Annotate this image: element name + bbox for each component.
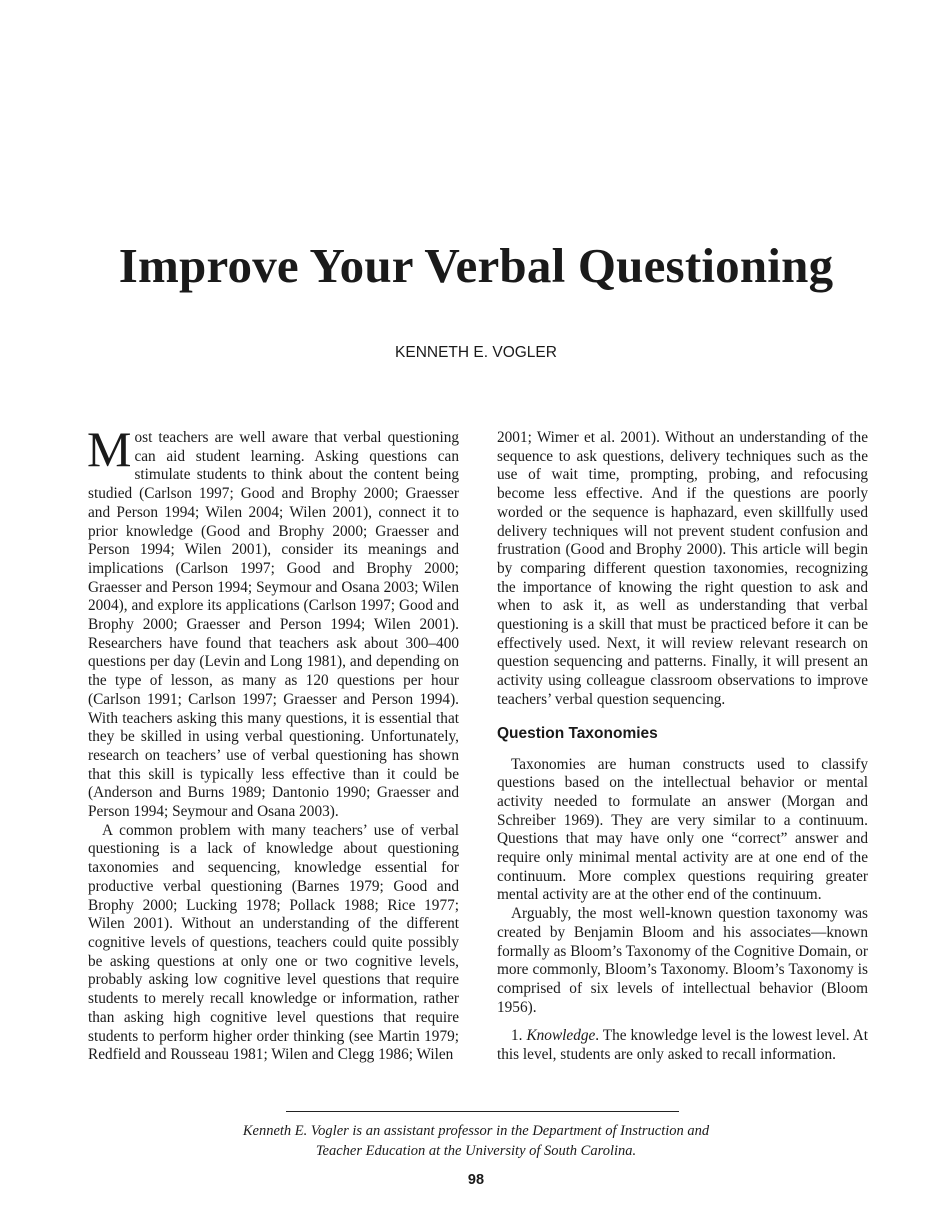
intro-paragraph-text: ost teachers are well aware that verbal questioning can aid student learning. Asking questions can stimulate students to think about the content being studied (Carlson 1997; Good and Brophy 2000; Graesser and Person 1994; Wilen 2004; Wilen 2001), connect it to prior knowledge (Good and Brophy 2000; Graesser and Person 1994; Wilen 2001), consider its meanings and implications (Carlson 1997; Good and Brophy 2000; Graesser and Person 1994; Seymour and Osana 2003; Wilen 2004), and explore its applications (Carlson 1997; Good and Brophy 2000; Graesser and Person 1994; Wilen 2001). Researchers have found that teachers ask about 300–400 questions per day (Levin and Long 1981), and depending on the type of lesson, as many as 120 questions per hour (Carlson 1991; Carlson 1997; Graesser and Person 1994). With teachers asking this many questions, it is essential that they be skilled in using verbal questioning. Unfortunately, research on teachers’ use of verbal questioning has shown that this skill is typically less effective than it could be (Anderson and Burns 1989; Dantonio 1990; Graesser and Person 1994; Seymour and Osana 2003).	[88, 429, 459, 821]
list-item-text: . The knowledge level is the lowest level. At this level, students are only asked to recall information.	[497, 1027, 868, 1064]
footnote-divider	[286, 1111, 679, 1112]
body-paragraph: Taxonomies are human constructs used to classify questions based on the intellectual behavior or mental activity needed to formulate an answer (Morgan and Schreiber 1969). They are very similar to a continuum. Questions that may have only one “correct” answer and require only minimal mental activity are at one end of the continuum. More complex questions requiring greater mental activity are at the other end of the continuum.	[497, 755, 868, 904]
author-byline: KENNETH E. VOGLER	[395, 344, 557, 361]
list-item-term: Knowledge	[526, 1027, 596, 1045]
intro-paragraph	[87, 421, 459, 822]
list-item-number: 1.	[511, 1027, 523, 1045]
footnote-line: Teacher Education at the University of South Carolina.	[315, 1143, 637, 1159]
page-number: 98	[467, 1172, 485, 1188]
section-heading: Question Taxonomies	[497, 724, 658, 742]
left-column	[87, 421, 459, 1065]
body-paragraph: 2001; Wimer et al. 2001). Without an understanding of the sequence to ask questions, delivery techniques such as the use of wait time, prompting, probing, and refocusing become less effective. And if the questions are poorly worded or the sequence is haphazard, even skillfully used delivery techniques will not prevent student confusion and frustration (Good and Brophy 2000). This article will begin by comparing different question taxonomies, recognizing the importance of knowing the right question to ask and when to ask it, as well as understanding that verbal questioning is a skill that must be practiced before it can be effectively used. Next, it will review relevant research on question sequencing and patterns. Finally, it will present an activity using colleague classroom observations to improve teachers’ verbal question sequencing.	[497, 429, 868, 708]
author-footnote	[200, 1121, 752, 1161]
article-title: Improve Your Verbal Questioning	[118, 238, 834, 293]
body-paragraph: Arguably, the most well-known question taxonomy was created by Benjamin Bloom and his associates—known formally as Bloom’s Taxonomy of the Cognitive Domain, or more commonly, Bloom’s Taxonomy. Bloom’s Taxonomy is comprised of six levels of intellectual behavior (Bloom 1956).	[497, 905, 868, 1016]
list-item	[497, 1027, 868, 1064]
body-paragraph: A common problem with many teachers’ use of verbal questioning is a lack of knowledge about questioning taxonomies and sequencing, knowledge essential for productive verbal questioning (Barnes 1979; Good and Brophy 2000; Lucking 1978; Pollack 1988; Rice 1977; Wilen 2001). Without an understanding of the different cognitive levels of questions, teachers could quite possibly be asking questions at only one or two cognitive levels, probably asking low cognitive level questions that require students to merely recall knowledge or information, rather than asking high cognitive level questions that require students to perform higher order thinking (see Martin 1979; Redfield and Rousseau 1981; Wilen and Clegg 1986; Wilen	[88, 821, 459, 1064]
paragraph-spacer	[497, 1017, 868, 1027]
footnote-line: Kenneth E. Vogler is an assistant professor in the Department of Instruction and	[242, 1123, 710, 1139]
right-column	[497, 429, 868, 1065]
drop-cap: M	[87, 421, 132, 477]
